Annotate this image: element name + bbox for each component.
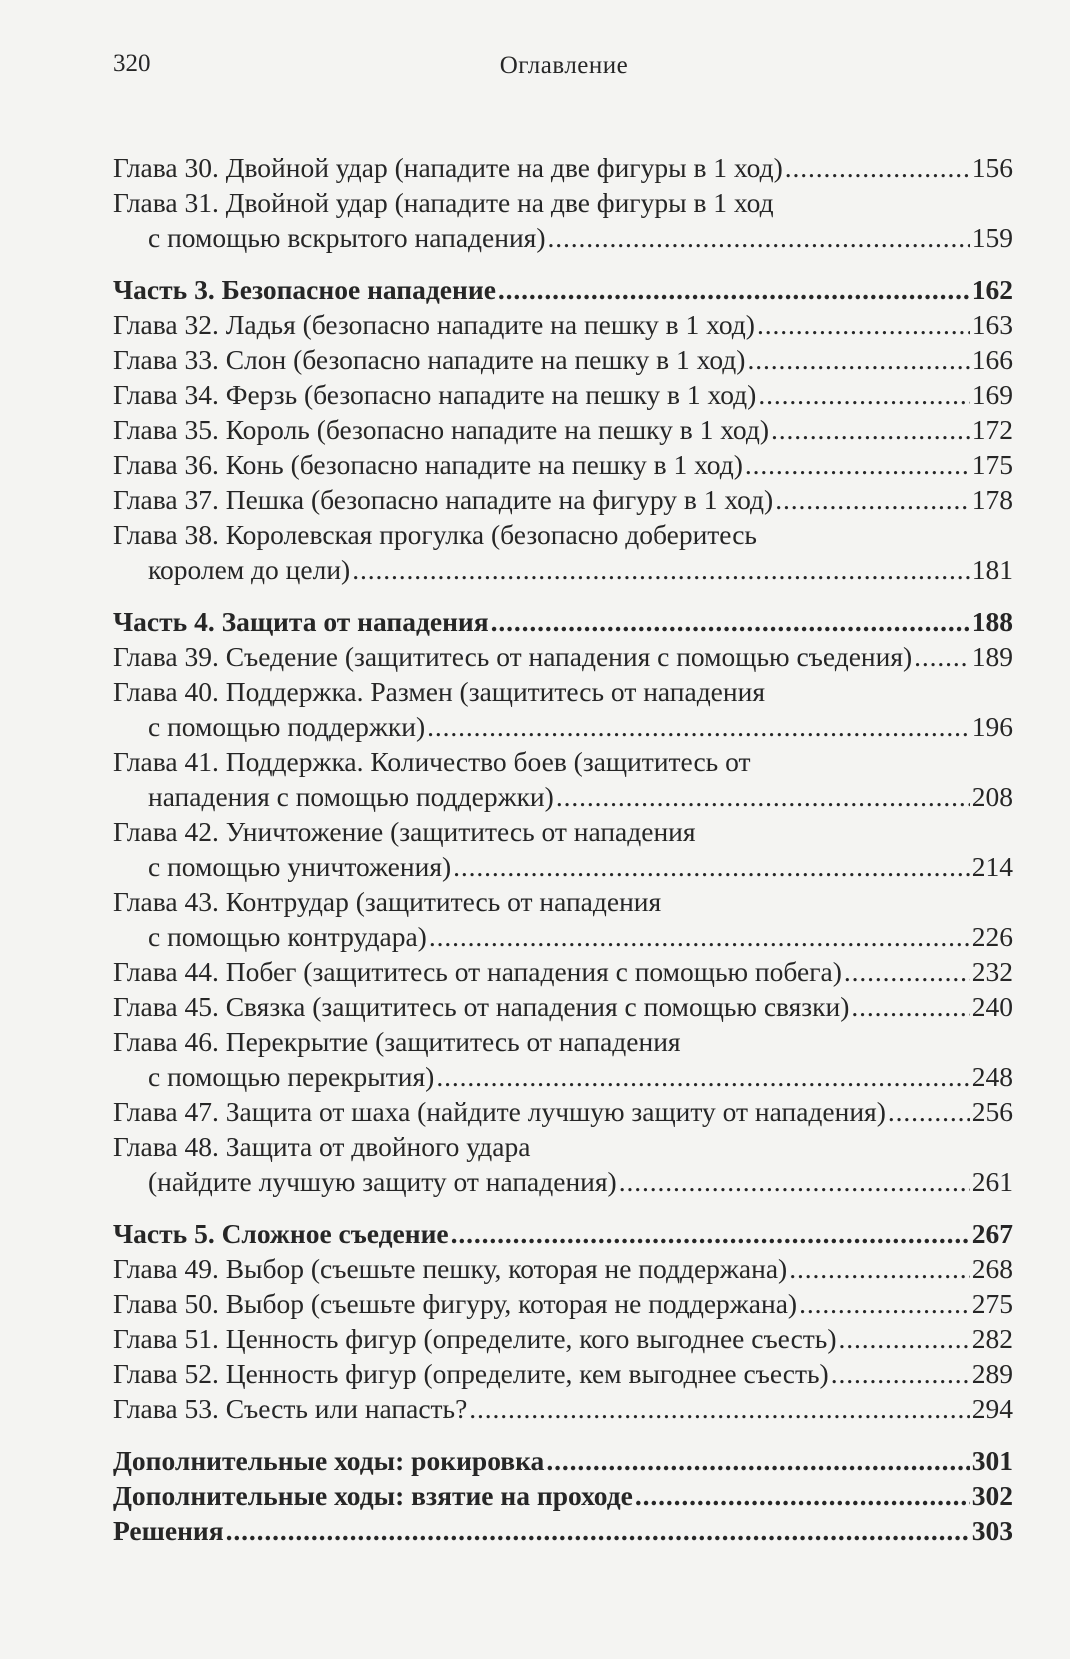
toc-entry-title-line: Глава 41. Поддержка. Количество боев (защититесь от <box>113 746 751 777</box>
toc-entry-row <box>113 342 1013 377</box>
toc-leader-dots <box>453 849 970 884</box>
toc-chapter-entry <box>113 517 1013 587</box>
toc-entry-title-line: Глава 40. Поддержка. Размен (защититесь от нападения <box>113 676 765 707</box>
toc-chapter-entry <box>113 989 1013 1024</box>
toc-page-number: 181 <box>971 554 1013 585</box>
toc-chapter-entry <box>113 1286 1013 1321</box>
toc-leader-dots <box>785 150 970 185</box>
toc-leader-dots <box>745 447 970 482</box>
toc-entry-title: Глава 32. Ладья (безопасно нападите на пешку в 1 ход) <box>113 309 755 340</box>
toc-entry-row <box>113 1164 1013 1199</box>
toc-entry-title: с помощью уничтожения) <box>148 851 452 882</box>
toc-chapter-entry <box>113 150 1013 185</box>
toc-entry-title: Глава 51. Ценность фигур (определите, кого выгоднее съесть) <box>113 1323 837 1354</box>
toc-page-number: 248 <box>971 1061 1013 1092</box>
toc-leader-dots <box>427 709 970 744</box>
toc-page-number: 214 <box>971 851 1013 882</box>
toc-chapter-entry <box>113 1129 1013 1199</box>
toc-entry-row <box>113 1094 1013 1129</box>
toc-entry-title: Часть 4. Защита от нападения <box>113 606 489 637</box>
toc-entry-title-line: Глава 48. Защита от двойного удара <box>113 1131 531 1162</box>
toc-entry-title: Дополнительные ходы: взятие на проходе <box>113 1480 633 1511</box>
toc-entry-row <box>113 220 1013 255</box>
toc-entry-row <box>113 1286 1013 1321</box>
toc-leader-dots <box>619 1164 970 1199</box>
toc-page-number: 208 <box>971 781 1013 812</box>
toc-entry-row <box>113 709 1013 744</box>
toc-entry-row <box>113 1443 1013 1478</box>
toc-leader-dots <box>436 1059 969 1094</box>
toc-leader-dots <box>547 220 969 255</box>
toc-page-number: 268 <box>971 1253 1013 1284</box>
toc-entry-title: Глава 52. Ценность фигур (определите, кем выгоднее съесть) <box>113 1358 829 1389</box>
toc-entry-title-line: Глава 43. Контрудар (защититесь от нападения <box>113 886 662 917</box>
toc-page-number: 196 <box>971 711 1013 742</box>
toc-entry-title: Решения <box>113 1515 224 1546</box>
toc-entry-title: Глава 39. Съедение (защититесь от нападения с помощью съедения) <box>113 641 913 672</box>
toc-leader-dots <box>914 639 970 674</box>
toc-chapter-entry <box>113 377 1013 412</box>
toc-page-number: 301 <box>971 1445 1013 1476</box>
toc-leader-dots <box>851 989 969 1024</box>
toc-leader-dots <box>635 1478 970 1513</box>
toc-chapter-entry <box>113 1321 1013 1356</box>
toc-page-number: 261 <box>971 1166 1013 1197</box>
toc-entry-title: Глава 47. Защита от шаха (найдите лучшую защиту от нападения) <box>113 1096 886 1127</box>
toc-entry-row <box>113 954 1013 989</box>
toc-entry-row <box>113 1513 1013 1548</box>
toc-page-number: 166 <box>971 344 1013 375</box>
toc-entry-title: Часть 5. Сложное съедение <box>113 1218 449 1249</box>
toc-entry-row <box>113 1251 1013 1286</box>
toc-page-number: 162 <box>971 274 1013 305</box>
toc-page-number: 178 <box>971 484 1013 515</box>
toc-leader-dots <box>747 342 969 377</box>
toc-entry-title: Глава 37. Пешка (безопасно нападите на фигуру в 1 ход) <box>113 484 774 515</box>
toc-leader-dots <box>469 1391 969 1426</box>
toc-page-number: 240 <box>971 991 1013 1022</box>
toc-part-entry <box>113 272 1013 307</box>
toc-chapter-entry <box>113 814 1013 884</box>
toc-entry-title-line: Глава 42. Уничтожение (защититесь от нападения <box>113 816 696 847</box>
toc-page-number: 163 <box>971 309 1013 340</box>
toc-leader-dots <box>888 1094 970 1129</box>
page-header <box>113 50 1015 90</box>
page-number: 320 <box>113 50 151 77</box>
toc-entry-row <box>113 1059 1013 1094</box>
toc-leader-dots <box>498 272 970 307</box>
toc-entry-row <box>113 849 1013 884</box>
toc-entry-row <box>113 1478 1013 1513</box>
toc-entry-title: Глава 44. Побег (защититесь от нападения с помощью побега) <box>113 956 842 987</box>
toc-page-number: 175 <box>971 449 1013 480</box>
toc-page-number: 172 <box>971 414 1013 445</box>
toc-entry-title: Глава 33. Слон (безопасно нападите на пешку в 1 ход) <box>113 344 746 375</box>
toc-leader-dots <box>757 307 970 342</box>
toc-leader-dots <box>758 377 969 412</box>
toc-leader-dots <box>429 919 970 954</box>
toc-chapter-entry <box>113 674 1013 744</box>
toc-page-number: 226 <box>971 921 1013 952</box>
toc-chapter-entry <box>113 447 1013 482</box>
toc-entry-row <box>113 1356 1013 1391</box>
toc-leader-dots <box>226 1513 970 1548</box>
toc-chapter-entry <box>113 1356 1013 1391</box>
running-title: Оглавление <box>499 52 629 79</box>
toc-entry-row <box>113 307 1013 342</box>
toc-chapter-entry <box>113 185 1013 255</box>
toc-entry-title: Глава 36. Конь (безопасно нападите на пешку в 1 ход) <box>113 449 743 480</box>
toc-chapter-entry <box>113 412 1013 447</box>
toc-entry-row <box>113 1216 1013 1251</box>
toc-chapter-entry <box>113 1391 1013 1426</box>
toc-entry-row <box>113 412 1013 447</box>
toc-entry-title: с помощью поддержки) <box>148 711 426 742</box>
toc-entry-title: Глава 34. Ферзь (безопасно нападите на пешку в 1 ход) <box>113 379 757 410</box>
toc-leader-dots <box>451 1216 970 1251</box>
toc-entry-row <box>113 150 1013 185</box>
toc-entry-row <box>113 552 1013 587</box>
toc-entry-title: королем до цели) <box>148 554 351 585</box>
toc-leader-dots <box>789 1251 970 1286</box>
toc-entry-row <box>113 482 1013 517</box>
toc-leader-dots <box>839 1321 970 1356</box>
toc-leader-dots <box>844 954 970 989</box>
toc-entry-row <box>113 447 1013 482</box>
toc-entry-row <box>113 272 1013 307</box>
toc-page-number: 189 <box>971 641 1013 672</box>
toc-chapter-entry <box>113 342 1013 377</box>
toc-entry-row <box>113 919 1013 954</box>
toc-page-number: 302 <box>971 1480 1013 1511</box>
toc-leader-dots <box>771 412 970 447</box>
toc-part-entry <box>113 1443 1013 1478</box>
table-of-contents <box>113 150 1013 1548</box>
toc-page-number: 169 <box>971 379 1013 410</box>
toc-leader-dots <box>556 779 970 814</box>
toc-leader-dots <box>546 1443 969 1478</box>
toc-page-number: 256 <box>971 1096 1013 1127</box>
toc-entry-title: Глава 45. Связка (защититесь от нападения с помощью связки) <box>113 991 850 1022</box>
toc-entry-title: Глава 30. Двойной удар (нападите на две фигуры в 1 ход) <box>113 152 783 183</box>
toc-chapter-entry <box>113 1024 1013 1094</box>
toc-entry-title: (найдите лучшую защиту от нападения) <box>148 1166 617 1197</box>
toc-page-number: 232 <box>971 956 1013 987</box>
toc-entry-title: нападения с помощью поддержки) <box>148 781 554 812</box>
toc-part-entry <box>113 1478 1013 1513</box>
toc-entry-title: Часть 3. Безопасное нападение <box>113 274 496 305</box>
toc-entry-row <box>113 377 1013 412</box>
toc-leader-dots <box>799 1286 970 1321</box>
toc-entry-row <box>113 1321 1013 1356</box>
toc-entry-title-line: Глава 31. Двойной удар (нападите на две фигуры в 1 ход <box>113 187 774 218</box>
toc-page-number: 289 <box>971 1358 1013 1389</box>
toc-entry-title: с помощью перекрытия) <box>148 1061 435 1092</box>
toc-entry-title: с помощью вскрытого нападения) <box>148 222 546 253</box>
toc-page-number: 156 <box>971 152 1013 183</box>
toc-part-entry <box>113 1513 1013 1548</box>
toc-chapter-entry <box>113 639 1013 674</box>
toc-entry-title: Глава 49. Выбор (съешьте пешку, которая не поддержана) <box>113 1253 788 1284</box>
toc-chapter-entry <box>113 884 1013 954</box>
toc-entry-title: Глава 35. Король (безопасно нападите на пешку в 1 ход) <box>113 414 770 445</box>
toc-page-number: 303 <box>971 1515 1013 1546</box>
toc-page-number: 282 <box>971 1323 1013 1354</box>
toc-part-entry <box>113 604 1013 639</box>
toc-entry-row <box>113 989 1013 1024</box>
toc-page-number: 267 <box>971 1218 1013 1249</box>
toc-entry-title: Глава 53. Съесть или напасть? <box>113 1393 468 1424</box>
toc-leader-dots <box>352 552 970 587</box>
toc-chapter-entry <box>113 1251 1013 1286</box>
toc-chapter-entry <box>113 954 1013 989</box>
toc-page-number: 275 <box>971 1288 1013 1319</box>
toc-chapter-entry <box>113 307 1013 342</box>
toc-leader-dots <box>491 604 970 639</box>
toc-page-number: 294 <box>971 1393 1013 1424</box>
toc-chapter-entry <box>113 744 1013 814</box>
toc-entry-row <box>113 639 1013 674</box>
toc-entry-title: с помощью контрудара) <box>148 921 427 952</box>
toc-page-number: 159 <box>971 222 1013 253</box>
toc-entry-title-line: Глава 38. Королевская прогулка (безопасно доберитесь <box>113 519 757 550</box>
toc-leader-dots <box>831 1356 970 1391</box>
toc-part-entry <box>113 1216 1013 1251</box>
toc-entry-row <box>113 1391 1013 1426</box>
toc-entry-title: Глава 50. Выбор (съешьте фигуру, которая не поддержана) <box>113 1288 798 1319</box>
toc-page-number: 188 <box>971 606 1013 637</box>
toc-entry-title: Дополнительные ходы: рокировка <box>113 1445 545 1476</box>
toc-leader-dots <box>775 482 970 517</box>
toc-chapter-entry <box>113 1094 1013 1129</box>
toc-entry-row <box>113 604 1013 639</box>
toc-entry-row <box>113 779 1013 814</box>
toc-chapter-entry <box>113 482 1013 517</box>
toc-entry-title-line: Глава 46. Перекрытие (защититесь от нападения <box>113 1026 681 1057</box>
